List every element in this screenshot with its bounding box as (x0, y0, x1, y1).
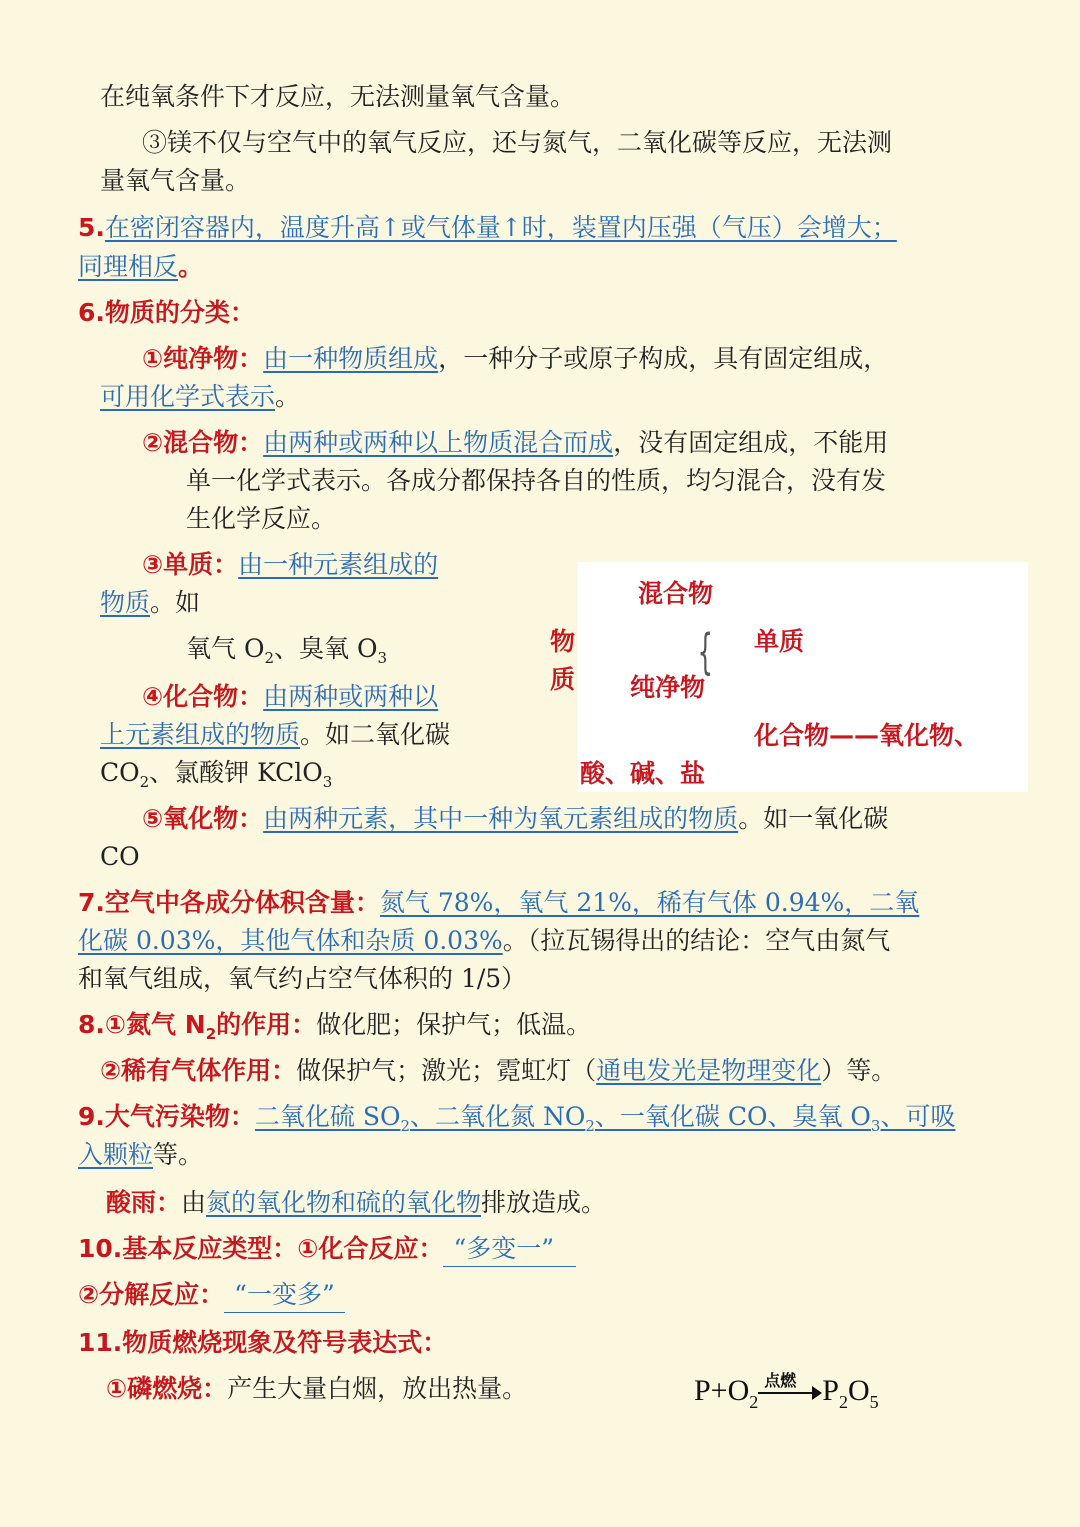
term-label: ①磷燃烧： (106, 1374, 228, 1403)
section-8 (78, 1008, 591, 1042)
text: 、可吸 (880, 1102, 956, 1131)
reaction-formula (694, 1371, 879, 1412)
diagram-pure: 纯净物 (630, 673, 706, 702)
brace-icon: { (697, 624, 713, 680)
definition: 氮的氧化物和硫的氧化物 (206, 1188, 482, 1217)
answer: “多变一” (443, 1232, 576, 1267)
punct: 。 (178, 252, 204, 281)
term-label: ②混合物： (142, 428, 264, 457)
section-title: 6.物质的分类： (78, 298, 255, 327)
term-label: ⑤氧化物： (142, 804, 264, 833)
oxide-line (142, 802, 888, 836)
text: ，一种分子或原子构成，具有固定组成， (438, 344, 889, 373)
compound-line (142, 680, 438, 714)
reaction-condition: 点燃 (764, 1371, 797, 1391)
definition: 由一种物质组成 (263, 344, 439, 373)
definition: 在密闭容器内，温度升高↑或气体量↑时，装置内压强（气压）会增大； (104, 213, 897, 242)
text: ③镁不仅与空气中的氧气反应，还与氮气，二氧化碳等反应，无法测 (142, 128, 893, 157)
diagram-element: 单质 (754, 627, 805, 656)
text: 单一化学式表示。各成分都保持各自的性质，均匀混合，没有发 (186, 466, 887, 495)
definition: 由两种元素，其中一种为氧元素组成的物质 (263, 804, 739, 833)
pure-substance-line (142, 342, 888, 376)
section-title: 10.基本反应类型：①化合反应： (78, 1234, 444, 1263)
text: CO (100, 758, 140, 787)
text-line (100, 80, 575, 114)
subscript: 2 (205, 1025, 217, 1043)
section-9 (78, 1100, 955, 1134)
term-label: ①纯净物： (142, 344, 264, 373)
definition: 入颗粒 (78, 1140, 154, 1169)
subscript: 2 (838, 1392, 848, 1412)
section-7-line-3 (78, 962, 526, 996)
phosphorus-line (106, 1372, 527, 1406)
section-11-title (78, 1326, 447, 1360)
text: 在纯氧条件下才反应，无法测量氧气含量。 (100, 82, 576, 111)
subscript: 3 (870, 1117, 881, 1135)
section-title: 的作用： (216, 1010, 317, 1039)
mixture-line (142, 426, 888, 460)
text: 。如一氧化碳 (738, 804, 889, 833)
subscript: 2 (585, 1117, 595, 1135)
definition (254, 1102, 956, 1135)
text: 做化肥；保护气；低温。 (316, 1010, 592, 1039)
product: P (822, 1374, 839, 1407)
term-label: ②稀有气体作用： (100, 1056, 297, 1085)
subscript: 2 (264, 649, 274, 667)
section-5 (78, 211, 897, 245)
text: 二氧化硫 SO (254, 1102, 401, 1131)
text: 产生大量白烟，放出热量。 (227, 1374, 528, 1403)
answer: “一变多” (224, 1278, 345, 1313)
subscript: 3 (377, 649, 387, 667)
diagram-root: 质 (550, 665, 576, 694)
diagram-mixture: 混合物 (638, 579, 714, 608)
section-7-line-2 (78, 924, 890, 958)
section-8-2 (100, 1054, 896, 1088)
term-label: ④化合物： (142, 682, 264, 711)
definition: 物质 (100, 588, 151, 617)
reactants: P+O (694, 1374, 750, 1407)
text: 、氯酸钾 KClO (149, 758, 323, 787)
term-label: ②分解反应： (78, 1280, 225, 1309)
subscript: 2 (139, 773, 150, 791)
reaction-arrow-icon (758, 1371, 822, 1408)
compound-example (100, 756, 332, 790)
pure-substance-line-2 (100, 380, 300, 414)
definition: 同理相反 (78, 252, 179, 281)
text: 由 (181, 1188, 207, 1217)
subscript: 2 (400, 1117, 411, 1135)
definition: 由两种或两种以上物质混合而成 (263, 428, 614, 457)
section-title: 11.物质燃烧现象及符号表达式： (78, 1328, 448, 1357)
text: 。如 (150, 588, 201, 617)
text: 等。 (153, 1140, 204, 1169)
section-9-line-2 (78, 1138, 203, 1172)
diagram-compound-types: 酸、碱、盐 (580, 759, 706, 788)
element-line-2 (100, 586, 200, 620)
text: 和氧气组成，氧气约占空气体积的 1/5） (78, 964, 527, 993)
text: ）等。 (821, 1056, 897, 1085)
text-line (100, 164, 250, 198)
section-5-cont (78, 250, 203, 284)
term-label: 酸雨： (106, 1188, 182, 1217)
definition: 由一种元素组成的 (238, 550, 439, 579)
text: 量氧气含量。 (100, 166, 251, 195)
term-label: ③单质： (142, 550, 239, 579)
subscript: 3 (322, 773, 333, 791)
text: 、一氧化碳 CO、臭氧 O (594, 1102, 871, 1131)
product: O (847, 1374, 870, 1407)
definition: 通电发光是物理变化 (596, 1056, 822, 1085)
section-number: 5. (78, 213, 105, 242)
diagram-compound: 化合物——氧化物、 (754, 721, 980, 750)
definition: 化碳 0.03%，其他气体和杂质 0.03% (78, 926, 503, 955)
text: 。 (275, 382, 301, 411)
section-6-title (78, 296, 255, 330)
definition: 由两种或两种以 (263, 682, 439, 711)
definition: 可用化学式表示 (100, 382, 276, 411)
text: 。（拉瓦锡得出的结论：空气由氮气 (502, 926, 891, 955)
text: 。如二氧化碳 (300, 720, 451, 749)
text: ，没有固定组成，不能用 (613, 428, 889, 457)
text: 排放造成。 (481, 1188, 607, 1217)
diagram-root: 物 (550, 627, 576, 656)
text-line (142, 126, 892, 160)
definition: 氮气 78%，氧气 21%，稀有气体 0.94%，二氧 (379, 888, 920, 917)
text: 生化学反应。 (186, 504, 337, 533)
text: 氧气 O (186, 634, 265, 663)
text: 做保护气；激光；霓虹灯（ (296, 1056, 597, 1085)
mixture-line-2 (186, 464, 886, 498)
subscript: 5 (869, 1392, 879, 1412)
oxide-line-2 (100, 840, 140, 874)
text: CO (100, 842, 140, 871)
text: 、二氧化氮 NO (410, 1102, 586, 1131)
compound-line-2 (100, 718, 450, 752)
acid-rain-line (106, 1186, 606, 1220)
element-example (186, 632, 387, 666)
section-title: 9.大气污染物： (78, 1102, 255, 1131)
subscript: 2 (749, 1392, 759, 1412)
classification-diagram (550, 562, 1028, 792)
section-7 (78, 886, 919, 920)
element-line (142, 548, 438, 582)
section-title: 8.①氮气 N (78, 1010, 206, 1039)
mixture-line-3 (186, 502, 336, 536)
text: 、臭氧 O (274, 634, 378, 663)
section-10-2 (78, 1278, 345, 1313)
section-10 (78, 1232, 576, 1267)
definition: 上元素组成的物质 (100, 720, 301, 749)
section-title: 7.空气中各成分体积含量： (78, 888, 380, 917)
